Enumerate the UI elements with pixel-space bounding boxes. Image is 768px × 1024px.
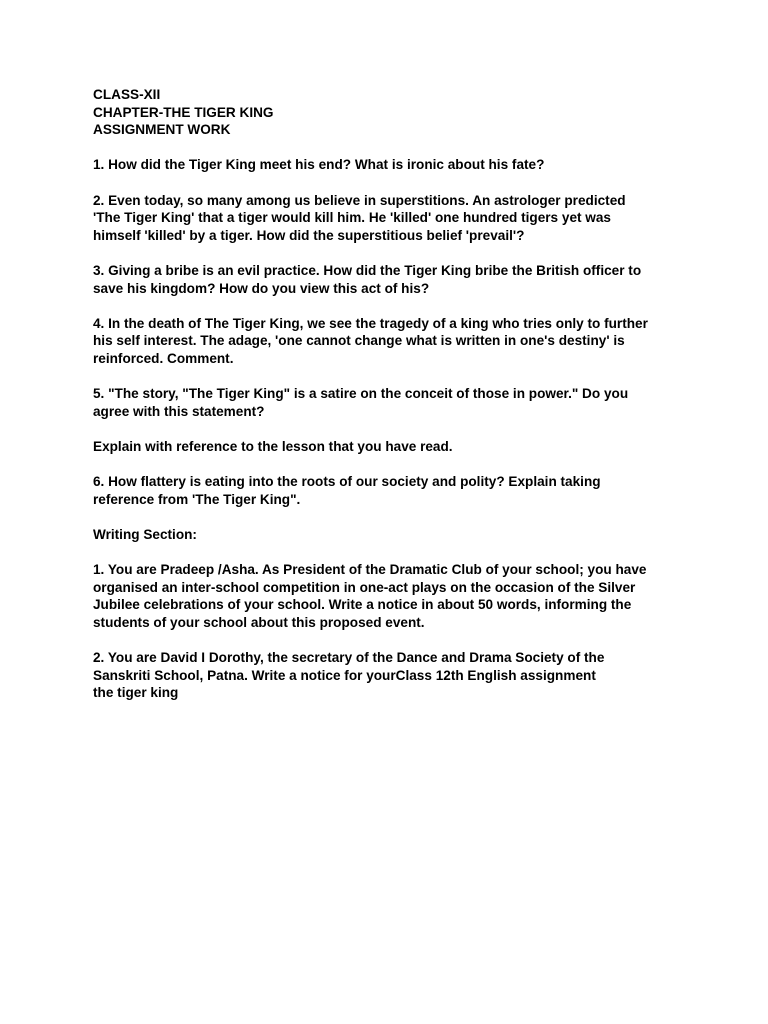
question-line: reference from 'The Tiger King". — [93, 491, 301, 507]
question-4 — [93, 315, 693, 368]
question-line: 1. How did the Tiger King meet his end? What is ironic about his fate? — [93, 157, 545, 173]
question-3 — [93, 262, 693, 297]
writing-line: Jubilee celebrations of your school. Write a notice in about 50 words, informing the — [93, 597, 632, 613]
writing-line: students of your school about this proposed event. — [93, 614, 425, 630]
question-line: 5. "The story, "The Tiger King" is a satire on the conceit of those in power." Do you — [93, 386, 629, 402]
question-2 — [93, 192, 693, 245]
question-line: save his kingdom? How do you view this act of his? — [93, 280, 430, 296]
question-5-instruction — [93, 438, 693, 456]
question-line: himself 'killed' by a tiger. How did the superstitious belief 'prevail'? — [93, 227, 525, 243]
question-1 — [93, 156, 693, 174]
question-line: 3. Giving a bribe is an evil practice. How did the Tiger King bribe the British officer to — [93, 262, 642, 278]
question-line: agree with this statement? — [93, 403, 265, 419]
writing-item-1 — [93, 561, 693, 631]
writing-line: the tiger king — [93, 685, 179, 701]
writing-line: 1. You are Pradeep /Asha. As President of the Dramatic Club of your school; you have — [93, 562, 647, 578]
question-6 — [93, 473, 693, 508]
question-line: his self interest. The adage, 'one cannot change what is written in one's destiny' is — [93, 333, 625, 349]
writing-line: Sanskriti School, Patna. Write a notice for yourClass 12th English assignment — [93, 667, 596, 683]
chapter-title: CHAPTER-THE TIGER KING — [93, 104, 274, 120]
assignment-title: ASSIGNMENT WORK — [93, 122, 231, 138]
question-line: Explain with reference to the lesson that you have read. — [93, 438, 453, 454]
question-line: 'The Tiger King' that a tiger would kill him. He 'killed' one hundred tigers yet was — [93, 210, 611, 226]
question-5 — [93, 385, 693, 420]
question-line: 2. Even today, so many among us believe in superstitions. An astrologer predicted — [93, 192, 626, 208]
question-line: 4. In the death of The Tiger King, we see the tragedy of a king who tries only to further — [93, 315, 648, 331]
document-page — [93, 86, 693, 719]
writing-section-heading — [93, 526, 693, 544]
writing-line: organised an inter-school competition in one-act plays on the occasion of the Silver — [93, 579, 636, 595]
question-line: 6. How flattery is eating into the roots of our society and polity? Explain taking — [93, 474, 601, 490]
writing-line: 2. You are David I Dorothy, the secretary of the Dance and Drama Society of the — [93, 650, 605, 665]
question-line: reinforced. Comment. — [93, 350, 234, 366]
section-heading: Writing Section: — [93, 526, 197, 542]
writing-item-2 — [93, 649, 693, 702]
document-header — [93, 86, 693, 139]
class-label: CLASS-XII — [93, 87, 161, 102]
